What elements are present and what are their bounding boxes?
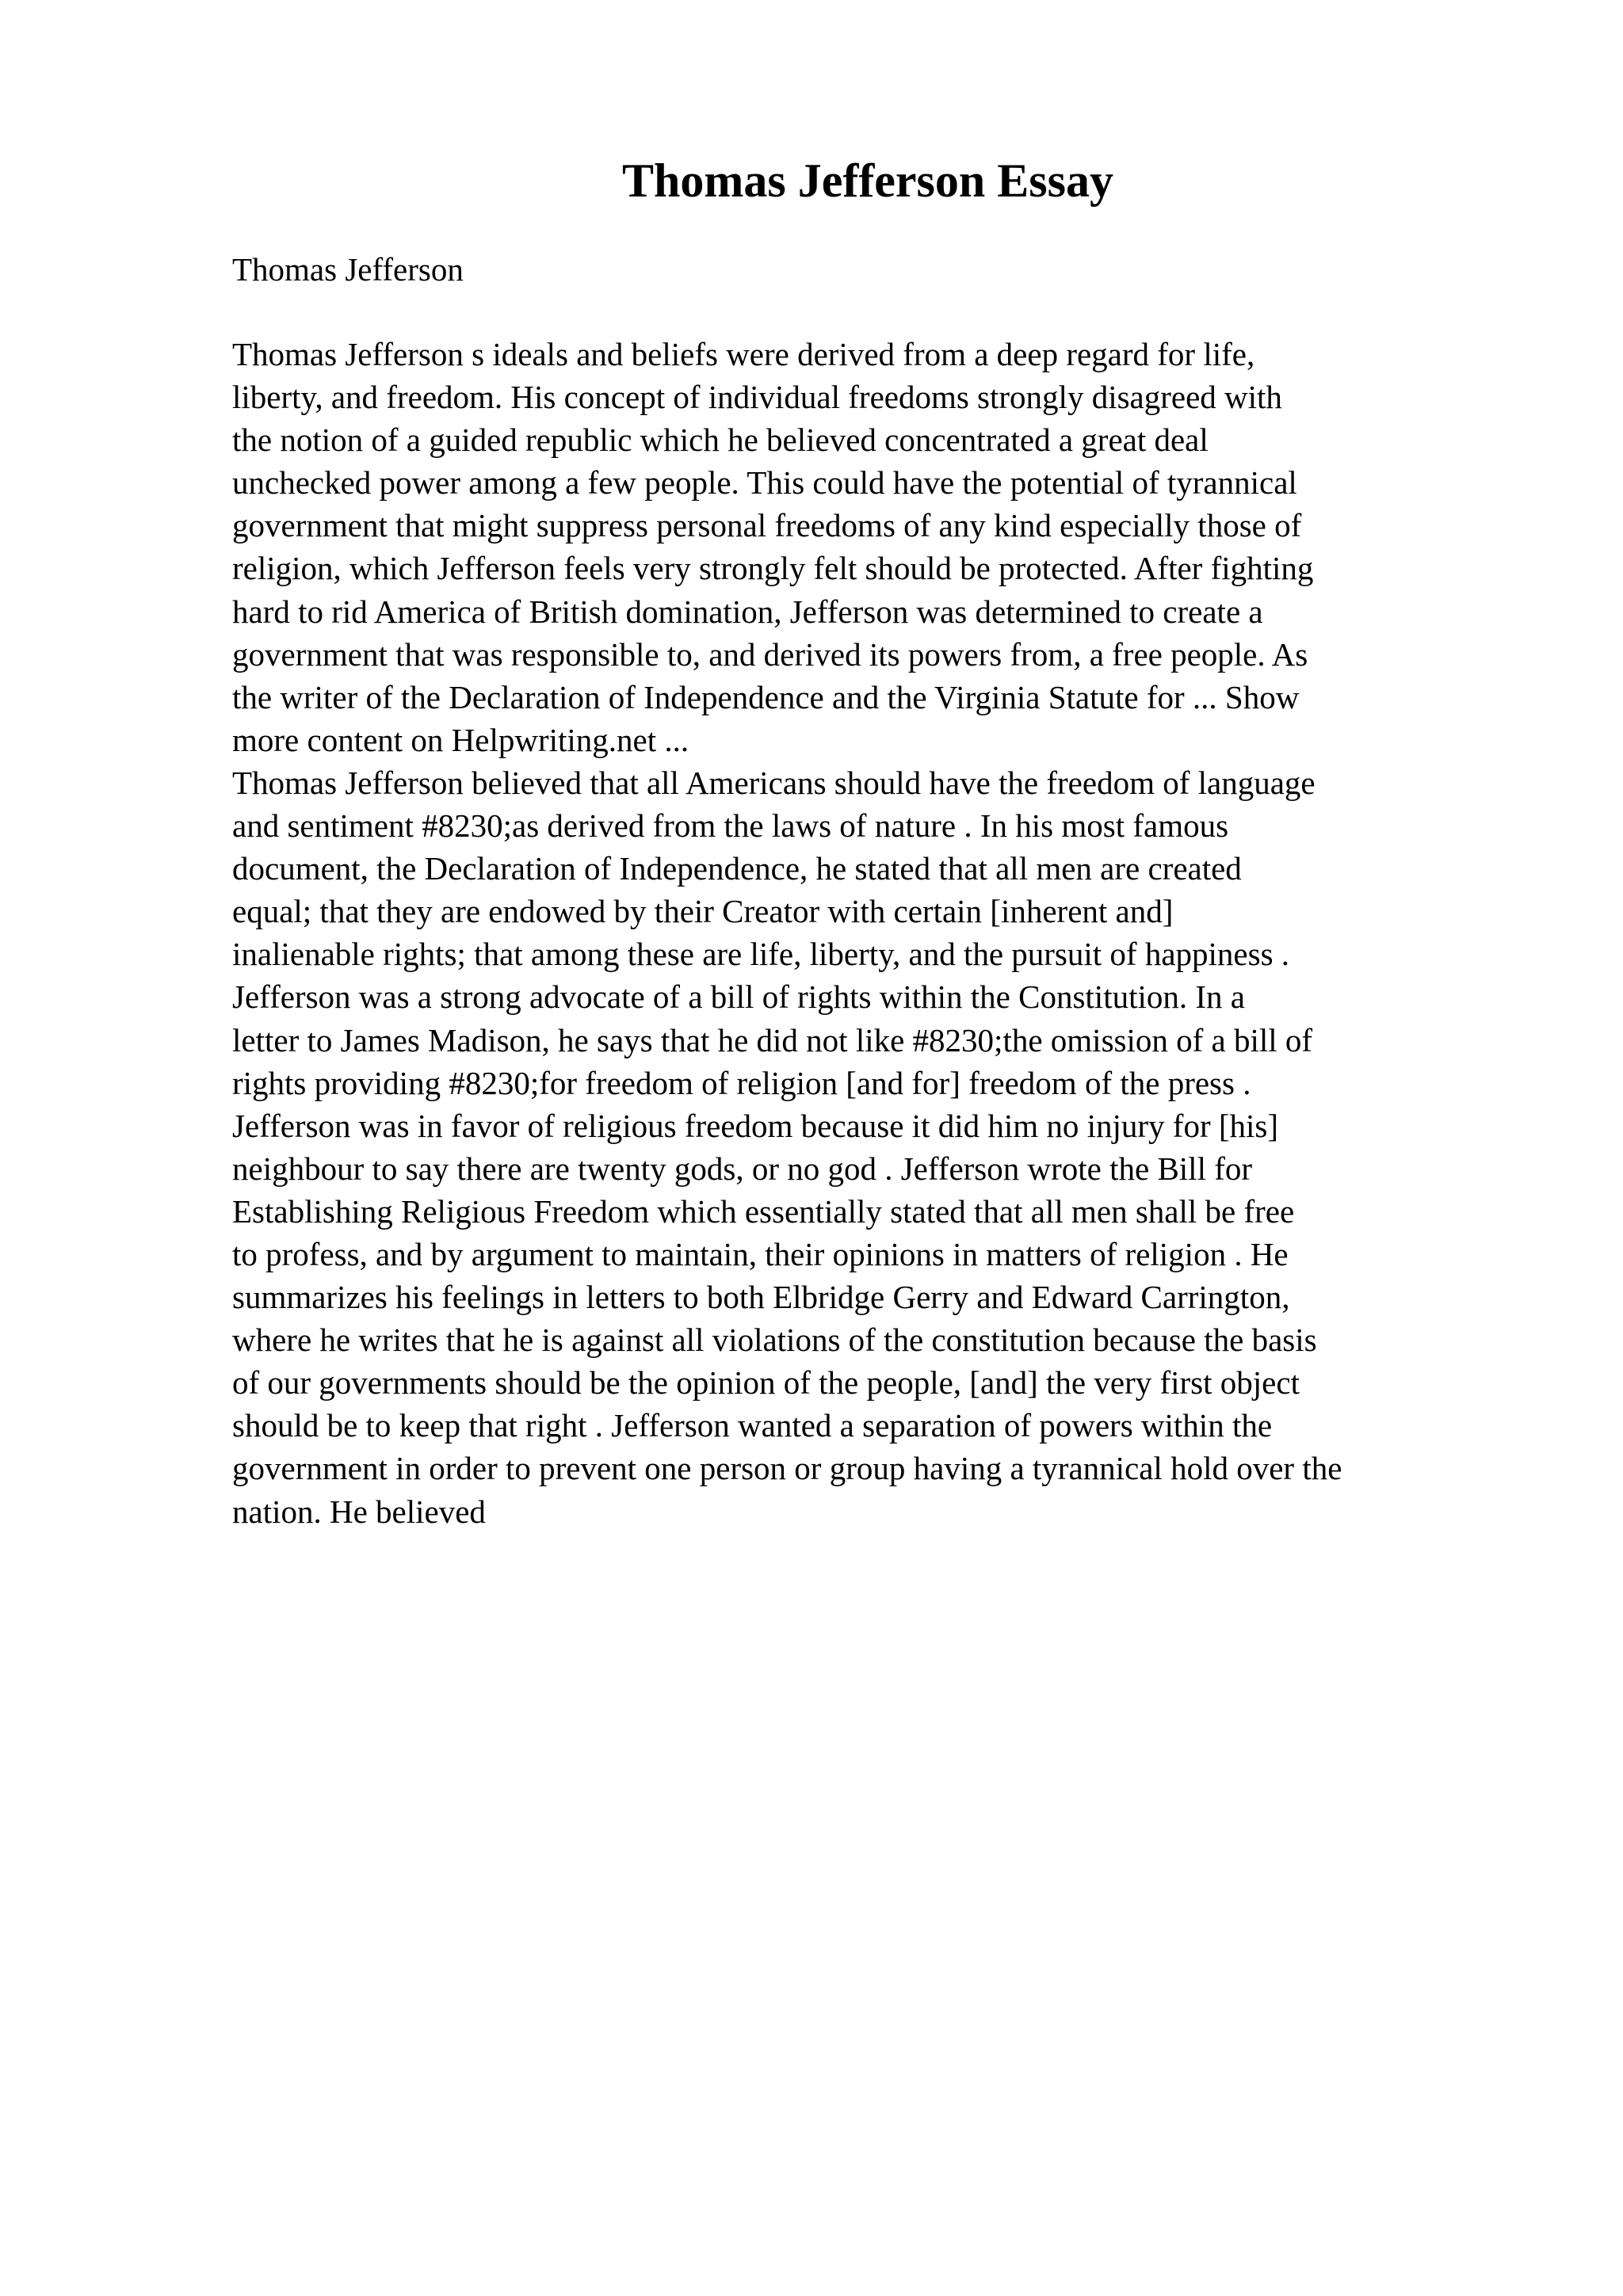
body-line: neighbour to say there are twenty gods, or no god . Jefferson wrote the Bill for	[232, 1150, 1253, 1187]
body-line: government in order to prevent one person or group having a tyrannical hold over the	[232, 1450, 1342, 1487]
page-title: Thomas Jefferson Essay	[621, 154, 1113, 207]
body-line: letter to James Madison, he says that he did not like #8230;the omission of a bill of	[232, 1021, 1313, 1058]
body-line: nation. He believed	[232, 1493, 486, 1530]
body-line: document, the Declaration of Independence, he stated that all men are created	[232, 850, 1242, 887]
body-line: inalienable rights; that among these are life, liberty, and the pursuit of happiness .	[232, 936, 1290, 973]
body-line: hard to rid America of British domination, Jefferson was determined to create a	[232, 593, 1263, 630]
body-line: the writer of the Declaration of Independence and the Virginia Statute for ... Show	[232, 678, 1300, 715]
body-line: more content on Helpwriting.net ...	[232, 721, 689, 758]
body-line: summarizes his feelings in letters to both Elbridge Gerry and Edward Carrington,	[232, 1279, 1290, 1316]
body-line: of our governments should be the opinion of the people, [and] the very first object	[232, 1364, 1300, 1402]
body-line: Jefferson was in favor of religious freedom because it did him no injury for [his]	[232, 1107, 1279, 1144]
document-subtitle: Thomas Jefferson	[232, 251, 464, 288]
body-line: Thomas Jefferson believed that all Americans should have the freedom of language	[232, 764, 1316, 801]
body-line: Jefferson was a strong advocate of a bill of rights within the Constitution. In a	[232, 978, 1245, 1016]
body-line: religion, which Jefferson feels very strongly felt should be protected. After fighting	[232, 550, 1314, 587]
body-line: where he writes that he is against all violations of the constitution because the basis	[232, 1322, 1317, 1359]
body-line: government that was responsible to, and derived its powers from, a free people. As	[232, 635, 1308, 673]
body-line: rights providing #8230;for freedom of religion [and for] freedom of the press .	[232, 1064, 1251, 1101]
body-line: liberty, and freedom. His concept of individual freedoms strongly disagreed with	[232, 379, 1282, 416]
body-line: government that might suppress personal freedoms of any kind especially those of	[232, 507, 1302, 544]
body-line: equal; that they are endowed by their Creator with certain [inherent and]	[232, 893, 1174, 930]
body-line: Thomas Jefferson s ideals and beliefs were derived from a deep regard for life,	[232, 336, 1255, 372]
body-line: the notion of a guided republic which he believed concentrated a great deal	[232, 421, 1209, 459]
body-line: unchecked power among a few people. This could have the potential of tyrannical	[232, 464, 1297, 502]
body-line: Establishing Religious Freedom which essentially stated that all men shall be free	[232, 1192, 1295, 1230]
body-line: and sentiment #8230;as derived from the laws of nature . In his most famous	[232, 807, 1229, 845]
essay-body	[232, 333, 1500, 1533]
body-line: should be to keep that right . Jefferson wanted a separation of powers within the	[232, 1407, 1273, 1444]
body-line: to profess, and by argument to maintain, their opinions in matters of religion . He	[232, 1235, 1289, 1272]
